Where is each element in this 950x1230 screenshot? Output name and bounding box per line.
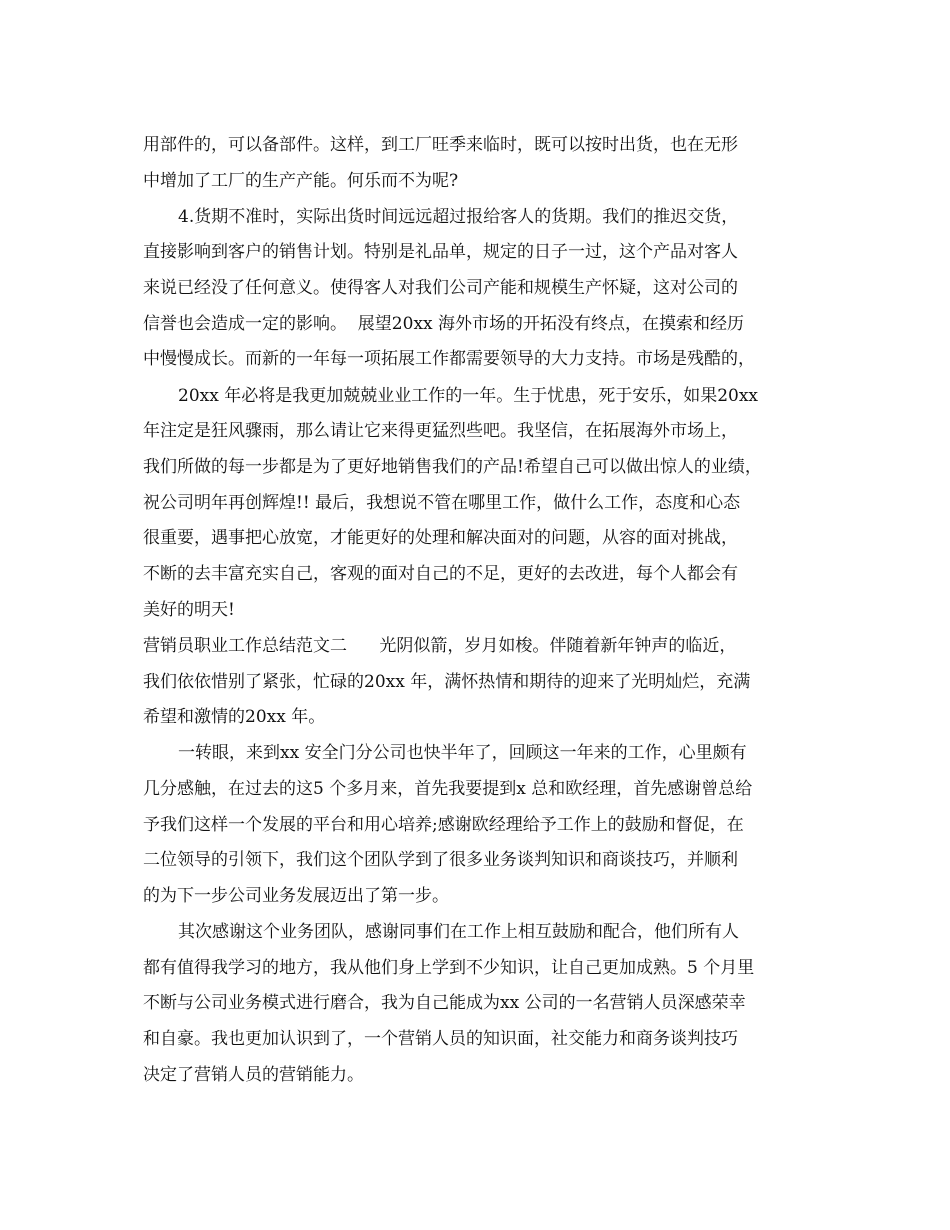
text-line: 信誉也会造成一定的影响。 展望20xx 海外市场的开拓没有终点，在摸索和经历: [143, 314, 745, 334]
text-line: 不断与公司业务模式进行磨合，我为自己能成为xx 公司的一名营销人员深感荣幸: [143, 993, 746, 1013]
text-line: 祝公司明年再创辉煌!! 最后，我想说不管在哪里工作，做什么工作，态度和心态: [143, 493, 741, 513]
text-line: 很重要，遇事把心放宽，才能更好的处理和解决面对的问题，从容的面对挑战，: [143, 528, 738, 548]
text-line: 4.货期不准时，实际出货时间远远超过报给客人的货期。我们的推迟交货，: [178, 207, 739, 227]
text-line: 美好的明天!: [143, 600, 235, 620]
text-line: 予我们这样一个发展的平台和用心培养;感谢欧经理给予工作上的鼓励和督促，在: [143, 815, 744, 835]
text-line: 几分感触，在过去的这5 个多月来，首先我要提到x 总和欧经理，首先感谢曾总给: [143, 779, 753, 799]
text-line: 我们所做的每一步都是为了更好地销售我们的产品!希望自己可以做出惊人的业绩，: [143, 457, 762, 477]
section-heading-line: 营销员职业工作总结范文二 光阴似箭，岁月如梭。伴随着新年钟声的临近，: [143, 636, 737, 656]
text-line: 中增加了工厂的生产产能。何乐而不为呢?: [143, 171, 459, 191]
text-line: 年注定是狂风骤雨，那么请让它来得更猛烈些吧。我坚信，在拓展海外市场上，: [143, 421, 738, 441]
text-line: 都有值得我学习的地方，我从他们身上学到不少知识，让自己更加成熟。5 个月里: [143, 958, 755, 978]
text-line: 的为下一步公司业务发展迈出了第一步。: [143, 886, 449, 906]
text-line: 二位领导的引领下，我们这个团队学到了很多业务谈判知识和商谈技巧，并顺利: [143, 850, 738, 870]
text-line: 来说已经没了任何意义。使得客人对我们公司产能和规模生产怀疑，这对公司的: [143, 278, 738, 298]
text-line: 一转眼，来到xx 安全门分公司也快半年了，回顾这一年来的工作，心里颇有: [178, 743, 747, 763]
text-line: 希望和激情的20xx 年。: [143, 707, 326, 727]
text-line: 和自豪。我也更加认识到了，一个营销人员的知识面，社交能力和商务谈判技巧: [143, 1029, 738, 1049]
text-line: 不断的去丰富充实自己，客观的面对自己的不足，更好的去改进，每个人都会有: [143, 564, 738, 584]
text-line: 其次感谢这个业务团队，感谢同事们在工作上相互鼓励和配合，他们所有人: [178, 922, 739, 942]
text-line: 决定了营销人员的营销能力。: [143, 1065, 364, 1085]
text-line: 用部件的，可以备部件。这样，到工厂旺季来临时，既可以按时出货，也在无形: [143, 135, 738, 155]
text-line: 中慢慢成长。而新的一年每一项拓展工作都需要领导的大力支持。市场是残酷的，: [143, 349, 755, 369]
text-line: 我们依依惜别了紧张，忙碌的20xx 年，满怀热情和期待的迎来了光明灿烂，充满: [143, 672, 751, 692]
text-line: 直接影响到客户的销售计划。特别是礼品单，规定的日子一过，这个产品对客人: [143, 242, 738, 262]
text-line: 20xx 年必将是我更加兢兢业业工作的一年。生于忧患，死于安乐，如果20xx: [178, 386, 759, 406]
